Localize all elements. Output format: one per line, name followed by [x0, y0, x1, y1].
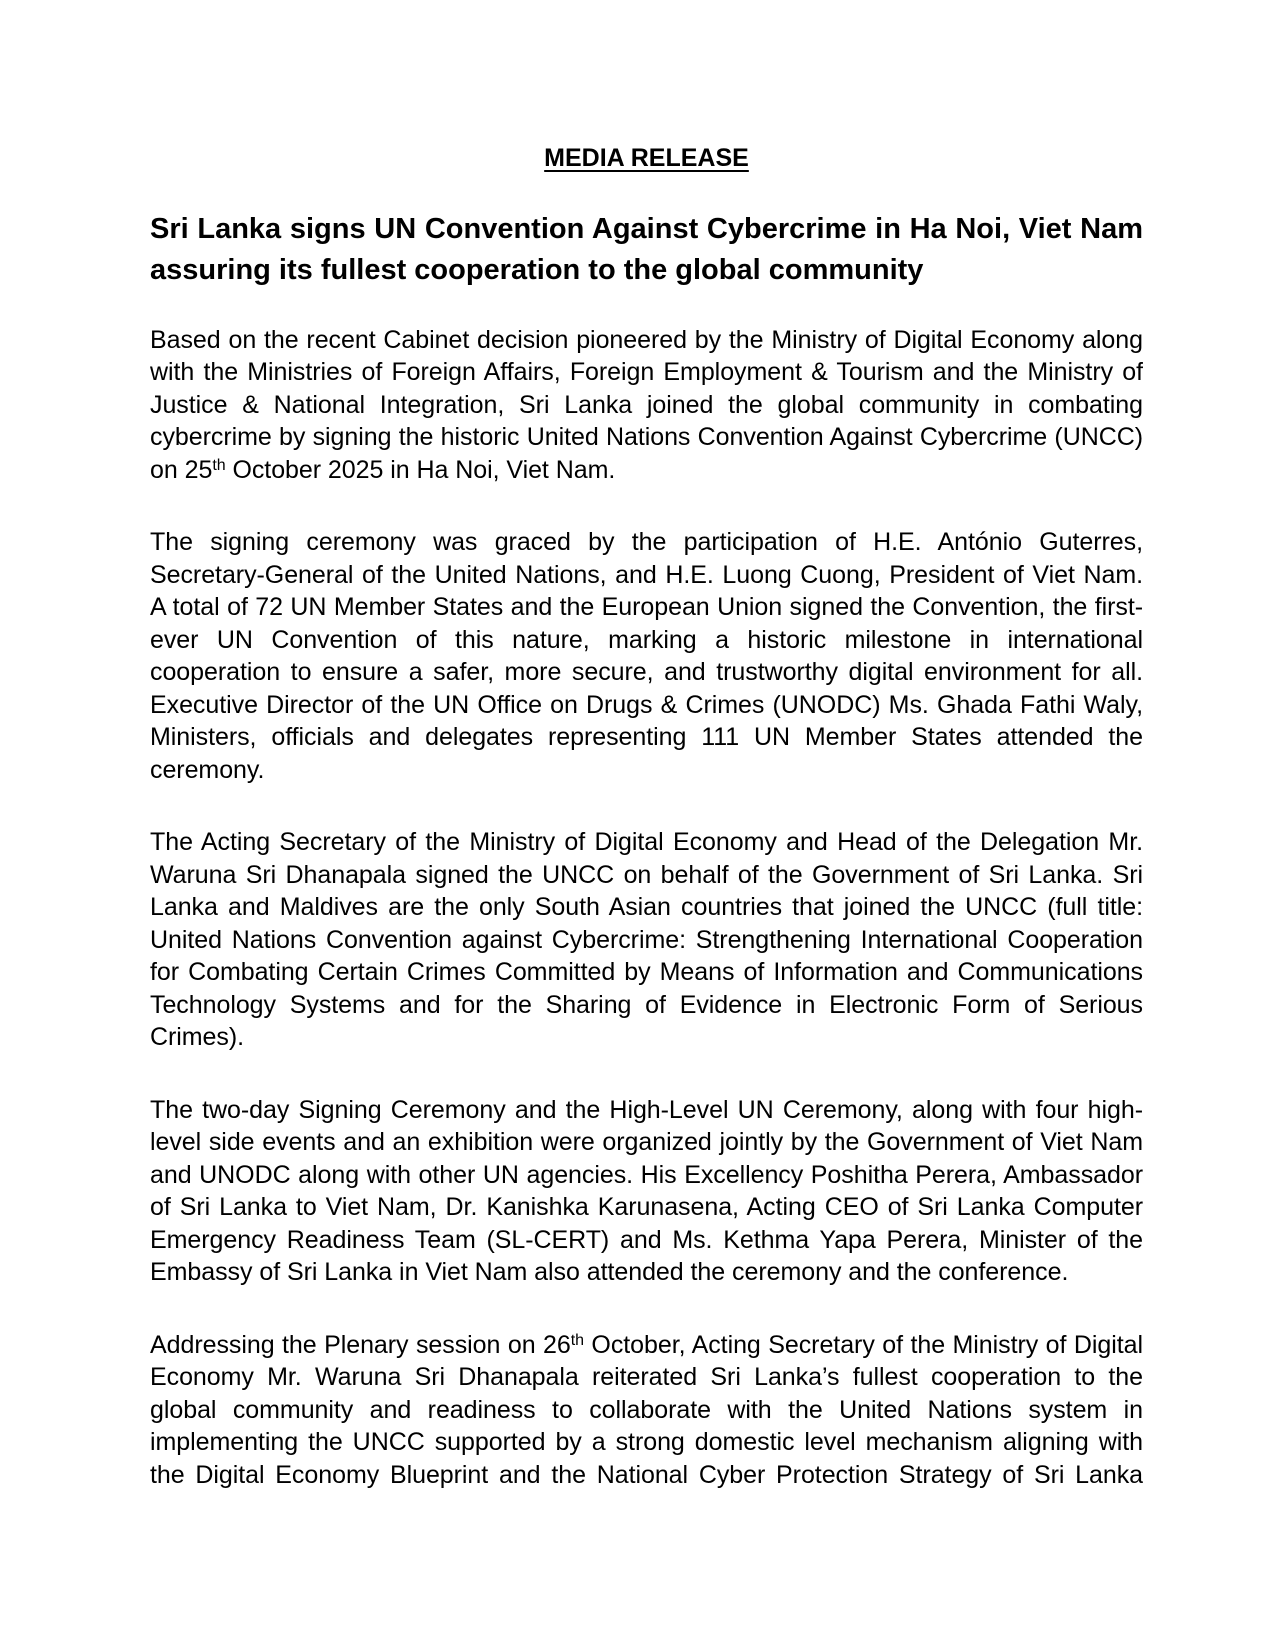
title-line: Sri Lanka signs UN Convention Against Cybercrime in Ha Noi, Viet Nam: [150, 212, 1143, 245]
media-release-text: MEDIA RELEASE: [544, 144, 749, 172]
text-line: The signing ceremony was graced by the participation of H.E. António Guterres,: [150, 528, 1143, 556]
body-paragraph-3: [150, 826, 1143, 1054]
text-line: on 25th October 2025 in Ha Noi, Viet Nam.: [150, 455, 616, 484]
text-line: and UNODC along with other UN agencies. His Excellency Poshitha Perera, Ambassador: [150, 1160, 1143, 1189]
text-line: Economy Mr. Waruna Sri Dhanapala reiterated Sri Lanka’s fullest cooperation to the: [150, 1363, 1143, 1391]
text-line: Embassy of Sri Lanka in Viet Nam also attended the ceremony and the conference.: [150, 1258, 1069, 1286]
text-line: the Digital Economy Blueprint and the National Cyber Protection Strategy of Sri Lanka: [150, 1460, 1143, 1489]
text-line: United Nations Convention against Cybercrime: Strengthening International Cooperation: [150, 925, 1143, 954]
document-body: [150, 324, 1143, 1492]
text-line: A total of 72 UN Member States and the European Union signed the Convention, the first-: [150, 593, 1143, 621]
document-title: [150, 209, 1143, 291]
text-line: cybercrime by signing the historic United Nations Convention Against Cybercrime (UNCC): [150, 423, 1143, 451]
text-line: Executive Director of the UN Office on Drugs & Crimes (UNODC) Ms. Ghada Fathi Waly,: [150, 690, 1143, 719]
text-line: Based on the recent Cabinet decision pioneered by the Ministry of Digital Economy along: [150, 325, 1143, 354]
text-line: ceremony.: [150, 755, 265, 784]
text-line: for Combating Certain Crimes Committed by Means of Information and Communications: [150, 958, 1143, 986]
text-line: global community and readiness to collaborate with the United Nations system in: [150, 1395, 1143, 1424]
text-line: ever UN Convention of this nature, marking a historic milestone in international: [150, 625, 1143, 654]
body-paragraph-4: [150, 1094, 1143, 1289]
body-paragraph-5: [150, 1329, 1143, 1492]
text-line: implementing the UNCC supported by a strong domestic level mechanism aligning with: [150, 1428, 1143, 1456]
text-line: Ministers, officials and delegates representing 111 UN Member States attended the: [150, 723, 1143, 751]
body-paragraph-2: [150, 526, 1143, 786]
text-line: Secretary-General of the United Nations, and H.E. Luong Cuong, President of Viet Nam.: [150, 560, 1143, 589]
text-line: Addressing the Plenary session on 26th October, Acting Secretary of the Ministry of Digital: [150, 1330, 1143, 1359]
text-line: Lanka and Maldives are the only South Asian countries that joined the UNCC (full title:: [150, 893, 1143, 921]
text-line: level side events and an exhibition were organized jointly by the Government of Viet Nam: [150, 1128, 1143, 1156]
text-line: Waruna Sri Dhanapala signed the UNCC on behalf of the Government of Sri Lanka. Sri: [150, 860, 1143, 889]
text-line: Emergency Readiness Team (SL-CERT) and Ms. Kethma Yapa Perera, Minister of the: [150, 1225, 1143, 1254]
media-release-heading: [150, 142, 1143, 175]
text-line: The two-day Signing Ceremony and the High-Level UN Ceremony, along with four high-: [150, 1095, 1143, 1124]
text-line: The Acting Secretary of the Ministry of Digital Economy and Head of the Delegation Mr.: [150, 828, 1143, 856]
title-line: assuring its fullest cooperation to the global community: [150, 253, 924, 286]
body-paragraph-1: [150, 324, 1143, 487]
text-line: of Sri Lanka to Viet Nam, Dr. Kanishka Karunasena, Acting CEO of Sri Lanka Computer: [150, 1193, 1143, 1221]
ordinal-superscript: th: [570, 1331, 584, 1349]
text-line: cooperation to ensure a safer, more secure, and trustworthy digital environment for all.: [150, 658, 1143, 686]
ordinal-superscript: th: [212, 456, 226, 474]
text-line: with the Ministries of Foreign Affairs, Foreign Employment & Tourism and the Ministry of: [150, 358, 1143, 386]
text-line: Technology Systems and for the Sharing of Evidence in Electronic Form of Serious: [150, 990, 1143, 1019]
text-line: Crimes).: [150, 1023, 245, 1051]
text-line: Justice & National Integration, Sri Lanka joined the global community in combating: [150, 390, 1143, 419]
